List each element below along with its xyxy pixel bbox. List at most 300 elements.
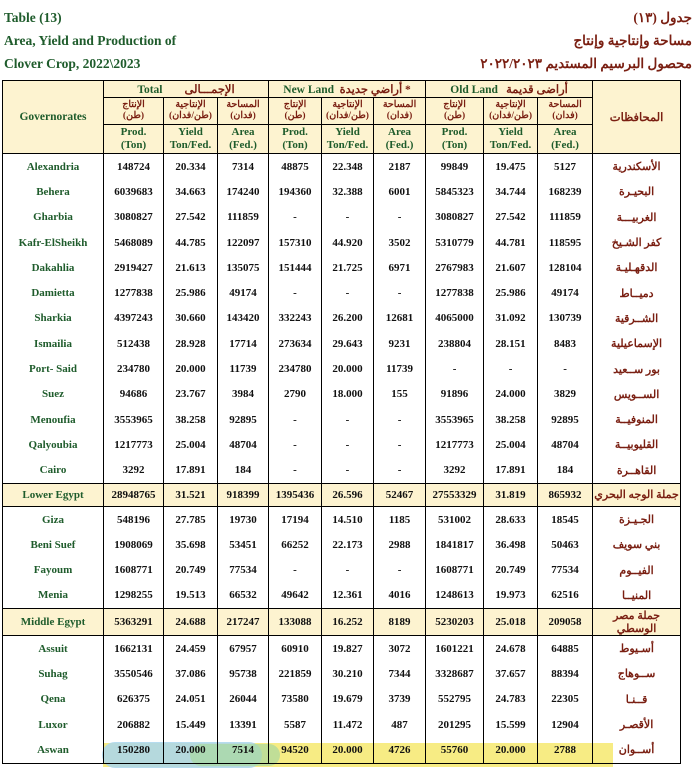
table-row <box>3 407 681 432</box>
value-cell: 3984 <box>218 382 269 407</box>
sub-header-ar-label: الإنتاجية <box>495 100 526 110</box>
value-cell: 22305 <box>538 687 593 712</box>
sub-header-en <box>484 125 538 154</box>
value-cell: 18.000 <box>322 382 374 407</box>
value-cell: 1298255 <box>104 583 164 609</box>
value-cell: 3550546 <box>104 661 164 686</box>
governorate-en: Assuit <box>3 636 104 662</box>
value-cell: 22.173 <box>322 532 374 557</box>
value-cell: 5363291 <box>104 609 164 636</box>
value-cell: 44.785 <box>164 230 218 255</box>
value-cell: 92895 <box>218 407 269 432</box>
table-row <box>3 331 681 356</box>
ar-title-line-2: مساحة وإنتاجية وإنتاج <box>573 33 692 48</box>
value-cell: 64885 <box>538 636 593 662</box>
value-cell: 49642 <box>269 583 322 609</box>
governorate-ar: جملة الوجه البحري <box>593 483 681 506</box>
governorate-ar: الغربيـــة <box>593 205 681 230</box>
value-cell: 26.596 <box>322 483 374 506</box>
table-row <box>3 506 681 532</box>
value-cell: 25.004 <box>164 432 218 457</box>
value-cell: 1217773 <box>426 432 484 457</box>
value-cell: 135075 <box>218 255 269 280</box>
governorate-ar: القليوبيــة <box>593 432 681 457</box>
title-line-3: Clover Crop, 2022\2023 <box>4 56 141 71</box>
value-cell: - <box>269 407 322 432</box>
title-line-2: Area, Yield and Production of <box>4 33 177 48</box>
value-cell: 20.000 <box>484 737 538 763</box>
value-cell: 31.819 <box>484 483 538 506</box>
sub-header-ar-label: الإنتاجية <box>175 100 206 110</box>
sub-header-ar-unit: (طن/فدان) <box>326 111 369 121</box>
gov-ar-header: المحافظات <box>593 81 681 154</box>
governorate-en: Kafr-ElSheikh <box>3 230 104 255</box>
gov-en-header: Governorates <box>3 81 104 154</box>
governorate-ar: أســوان <box>593 737 681 763</box>
sub-header-en-unit: (Ton) <box>282 139 308 151</box>
governorate-en: Ismailia <box>3 331 104 356</box>
value-cell: 168239 <box>538 179 593 204</box>
value-cell: 15.449 <box>164 712 218 737</box>
sub-header-ar-unit: (طن/فدان) <box>169 111 212 121</box>
sub-header-ar-unit: (فدان) <box>230 111 256 121</box>
sub-header-en-label: Yield <box>335 126 360 138</box>
sub-header-en-label: Area <box>231 126 255 138</box>
table-row <box>3 636 681 662</box>
value-cell: 94520 <box>269 737 322 763</box>
value-cell: 1608771 <box>104 557 164 582</box>
sub-header-ar <box>322 98 374 125</box>
value-cell: 27.542 <box>484 205 538 230</box>
sub-header-en-unit: (Fed.) <box>229 139 257 151</box>
value-cell: 128104 <box>538 255 593 280</box>
value-cell: 21.725 <box>322 255 374 280</box>
sub-header-en <box>164 125 218 154</box>
value-cell: 150280 <box>104 737 164 763</box>
governorate-en: Menia <box>3 583 104 609</box>
title-line-1: Table (13) <box>4 10 62 25</box>
governorate-en: Luxor <box>3 712 104 737</box>
table-row <box>3 557 681 582</box>
value-cell: 20.000 <box>322 737 374 763</box>
value-cell: 31.092 <box>484 306 538 331</box>
value-cell: 512438 <box>104 331 164 356</box>
english-title <box>4 6 176 75</box>
value-cell: 13391 <box>218 712 269 737</box>
value-cell: 49174 <box>538 280 593 305</box>
sub-header-ar-label: الإنتاج <box>443 100 466 110</box>
value-cell: 2919427 <box>104 255 164 280</box>
sub-header-ar-unit: (طن) <box>284 111 306 121</box>
value-cell: 27.785 <box>164 506 218 532</box>
value-cell: 16.252 <box>322 609 374 636</box>
table-row <box>3 154 681 180</box>
value-cell: 626375 <box>104 687 164 712</box>
table-row <box>3 255 681 280</box>
value-cell: 1217773 <box>104 432 164 457</box>
governorate-ar: المنوفيــة <box>593 407 681 432</box>
table-row <box>3 737 681 763</box>
governorate-ar: الدقهـليـة <box>593 255 681 280</box>
value-cell: - <box>538 356 593 381</box>
value-cell: 77534 <box>218 557 269 582</box>
value-cell: 3328687 <box>426 661 484 686</box>
value-cell: 3502 <box>374 230 426 255</box>
value-cell: 24.051 <box>164 687 218 712</box>
value-cell: 5845323 <box>426 179 484 204</box>
sub-header-ar-label: الإنتاج <box>283 100 307 110</box>
value-cell: 206882 <box>104 712 164 737</box>
value-cell: 17194 <box>269 506 322 532</box>
value-cell: 52467 <box>374 483 426 506</box>
value-cell: - <box>269 205 322 230</box>
value-cell: 201295 <box>426 712 484 737</box>
value-cell: 238804 <box>426 331 484 356</box>
value-cell: 24.688 <box>164 609 218 636</box>
governorate-ar: جملة مصر الوسطي <box>593 609 681 636</box>
arabic-title <box>480 6 692 75</box>
value-cell: 91896 <box>426 382 484 407</box>
value-cell: - <box>374 557 426 582</box>
value-cell: - <box>374 407 426 432</box>
value-cell: 7344 <box>374 661 426 686</box>
sub-header-en <box>538 125 593 154</box>
value-cell: 20.334 <box>164 154 218 180</box>
value-cell: 1601221 <box>426 636 484 662</box>
group-total-header: Total الإجمـــالى <box>104 81 269 98</box>
table-row <box>3 230 681 255</box>
value-cell: 37.086 <box>164 661 218 686</box>
value-cell: 28.151 <box>484 331 538 356</box>
value-cell: 4016 <box>374 583 426 609</box>
value-cell: 194360 <box>269 179 322 204</box>
value-cell: 17.891 <box>164 458 218 484</box>
governorate-en: Qena <box>3 687 104 712</box>
governorate-ar: الشــرقية <box>593 306 681 331</box>
value-cell: 12904 <box>538 712 593 737</box>
value-cell: 25.986 <box>484 280 538 305</box>
governorate-ar: الســويس <box>593 382 681 407</box>
governorate-ar: دميــاط <box>593 280 681 305</box>
value-cell: 30.660 <box>164 306 218 331</box>
value-cell: 1277838 <box>426 280 484 305</box>
sub-header-ar-label: المساحة <box>382 100 417 110</box>
group-oldland-header: Old Land أراضى قديمة <box>426 81 593 98</box>
value-cell: 28.928 <box>164 331 218 356</box>
value-cell: 29.643 <box>322 331 374 356</box>
governorate-en: Aswan <box>3 737 104 763</box>
value-cell: 8189 <box>374 609 426 636</box>
sub-header-en-unit: Ton/Fed. <box>326 139 369 151</box>
value-cell: 19730 <box>218 506 269 532</box>
sub-header-en-label: Yield <box>178 126 203 138</box>
value-cell: 209058 <box>538 609 593 636</box>
value-cell: 122097 <box>218 230 269 255</box>
value-cell: 50463 <box>538 532 593 557</box>
value-cell: 4397243 <box>104 306 164 331</box>
governorate-en: Beni Suef <box>3 532 104 557</box>
value-cell: 20.000 <box>164 737 218 763</box>
group-newland-header: New Land أراضي جديدة * <box>269 81 426 98</box>
value-cell: 20.749 <box>164 557 218 582</box>
value-cell: 24.459 <box>164 636 218 662</box>
value-cell: 118595 <box>538 230 593 255</box>
value-cell: 148724 <box>104 154 164 180</box>
sub-header-ar-label: المساحة <box>548 100 582 110</box>
table-row <box>3 687 681 712</box>
sub-header-en-label: Yield <box>498 126 523 138</box>
governorate-en: Behera <box>3 179 104 204</box>
governorate-ar: كفر الشـيخ <box>593 230 681 255</box>
value-cell: 1395436 <box>269 483 322 506</box>
value-cell: 3072 <box>374 636 426 662</box>
governorate-en: Dakahlia <box>3 255 104 280</box>
value-cell: - <box>322 280 374 305</box>
value-cell: - <box>269 557 322 582</box>
value-cell: 26.200 <box>322 306 374 331</box>
value-cell: 5310779 <box>426 230 484 255</box>
sub-header-ar <box>269 98 322 125</box>
value-cell: 17.891 <box>484 458 538 484</box>
value-cell: 12.361 <box>322 583 374 609</box>
value-cell: 1185 <box>374 506 426 532</box>
value-cell: 21.613 <box>164 255 218 280</box>
table-row <box>3 205 681 230</box>
sub-header-ar <box>164 98 218 125</box>
table-row <box>3 280 681 305</box>
value-cell: 217247 <box>218 609 269 636</box>
value-cell: 3553965 <box>426 407 484 432</box>
table-row <box>3 583 681 609</box>
governorate-en: Middle Egypt <box>3 609 104 636</box>
governorate-en: Damietta <box>3 280 104 305</box>
sub-header-en <box>218 125 269 154</box>
value-cell: 92895 <box>538 407 593 432</box>
sub-header-ar-label: الإنتاج <box>122 100 145 110</box>
value-cell: 2790 <box>269 382 322 407</box>
sub-header-ar <box>104 98 164 125</box>
value-cell: - <box>269 432 322 457</box>
governorate-en: Lower Egypt <box>3 483 104 506</box>
value-cell: 36.498 <box>484 532 538 557</box>
value-cell: 151444 <box>269 255 322 280</box>
subtotal-row <box>3 483 681 506</box>
value-cell: 918399 <box>218 483 269 506</box>
value-cell: - <box>426 356 484 381</box>
value-cell: 184 <box>538 458 593 484</box>
sub-header-en <box>269 125 322 154</box>
value-cell: 14.510 <box>322 506 374 532</box>
value-cell: 1608771 <box>426 557 484 582</box>
value-cell: 38.258 <box>484 407 538 432</box>
value-cell: 32.388 <box>322 179 374 204</box>
governorate-ar: الإسماعيلية <box>593 331 681 356</box>
value-cell: 67957 <box>218 636 269 662</box>
sub-header-en-label: Area <box>553 126 577 138</box>
value-cell: 30.210 <box>322 661 374 686</box>
value-cell: 25.986 <box>164 280 218 305</box>
table-row <box>3 458 681 484</box>
sub-header-en-unit: (Fed.) <box>551 139 579 151</box>
value-cell: 20.000 <box>164 356 218 381</box>
value-cell: 38.258 <box>164 407 218 432</box>
value-cell: 2767983 <box>426 255 484 280</box>
value-cell: 20.000 <box>322 356 374 381</box>
value-cell: 66252 <box>269 532 322 557</box>
value-cell: - <box>322 458 374 484</box>
value-cell: 174240 <box>218 179 269 204</box>
sub-header-en <box>322 125 374 154</box>
value-cell: 4726 <box>374 737 426 763</box>
table-row <box>3 306 681 331</box>
value-cell: 8483 <box>538 331 593 356</box>
value-cell: 531002 <box>426 506 484 532</box>
value-cell: 55760 <box>426 737 484 763</box>
value-cell: 24.678 <box>484 636 538 662</box>
value-cell: 5587 <box>269 712 322 737</box>
value-cell: 19.827 <box>322 636 374 662</box>
value-cell: 17714 <box>218 331 269 356</box>
value-cell: 6039683 <box>104 179 164 204</box>
value-cell: 3292 <box>426 458 484 484</box>
value-cell: 184 <box>218 458 269 484</box>
value-cell: 23.767 <box>164 382 218 407</box>
value-cell: 143420 <box>218 306 269 331</box>
governorate-ar: الأقصـر <box>593 712 681 737</box>
value-cell: 35.698 <box>164 532 218 557</box>
governorate-en: Fayoum <box>3 557 104 582</box>
sub-header-en <box>426 125 484 154</box>
sub-header-en-label: Area <box>388 126 412 138</box>
value-cell: 3080827 <box>426 205 484 230</box>
value-cell: 7314 <box>218 154 269 180</box>
value-cell: 24.783 <box>484 687 538 712</box>
governorate-en: Qalyoubia <box>3 432 104 457</box>
value-cell: 21.607 <box>484 255 538 280</box>
value-cell: 2788 <box>538 737 593 763</box>
value-cell: 48704 <box>538 432 593 457</box>
table-row <box>3 382 681 407</box>
value-cell: - <box>269 458 322 484</box>
value-cell: 3829 <box>538 382 593 407</box>
value-cell: 7514 <box>218 737 269 763</box>
value-cell: 44.920 <box>322 230 374 255</box>
value-cell: 25.004 <box>484 432 538 457</box>
sub-header-ar-unit: (طن) <box>122 111 145 121</box>
table-row <box>3 712 681 737</box>
value-cell: 22.348 <box>322 154 374 180</box>
value-cell: 5468089 <box>104 230 164 255</box>
governorate-ar: بني سويف <box>593 532 681 557</box>
value-cell: 1248613 <box>426 583 484 609</box>
value-cell: 3080827 <box>104 205 164 230</box>
value-cell: 19.973 <box>484 583 538 609</box>
sub-header-ar-label: المساحة <box>226 100 260 110</box>
value-cell: 15.599 <box>484 712 538 737</box>
sub-header-en-unit: Ton/Fed. <box>169 139 212 151</box>
sub-header-ar-label: الإنتاجية <box>332 100 363 110</box>
value-cell: 48704 <box>218 432 269 457</box>
sub-header-ar-unit: (طن) <box>443 111 466 121</box>
value-cell: 77534 <box>538 557 593 582</box>
sub-header-ar <box>374 98 426 125</box>
value-cell: 3739 <box>374 687 426 712</box>
table-row <box>3 356 681 381</box>
ar-title-line-3: محصول البرسيم المستديم ٢٠٢٢/٢٠٢٣ <box>480 56 692 71</box>
value-cell: 548196 <box>104 506 164 532</box>
value-cell: 28948765 <box>104 483 164 506</box>
clover-table <box>2 80 681 764</box>
value-cell: 18545 <box>538 506 593 532</box>
value-cell: 1841817 <box>426 532 484 557</box>
value-cell: 31.521 <box>164 483 218 506</box>
sub-header-ar <box>218 98 269 125</box>
sub-header-ar <box>484 98 538 125</box>
value-cell: 95738 <box>218 661 269 686</box>
value-cell: 73580 <box>269 687 322 712</box>
governorate-ar: قــنـا <box>593 687 681 712</box>
governorate-ar: بور ســعيد <box>593 356 681 381</box>
value-cell: 19.475 <box>484 154 538 180</box>
governorate-en: Alexandria <box>3 154 104 180</box>
value-cell: - <box>322 407 374 432</box>
value-cell: 49174 <box>218 280 269 305</box>
value-cell: 11739 <box>218 356 269 381</box>
sub-header-en-label: Prod. <box>120 126 147 138</box>
governorate-en: Cairo <box>3 458 104 484</box>
governorate-ar: القاهــرة <box>593 458 681 484</box>
governorate-ar: المنيــا <box>593 583 681 609</box>
table-row <box>3 432 681 457</box>
value-cell: 27553329 <box>426 483 484 506</box>
governorate-en: Giza <box>3 506 104 532</box>
value-cell: 48875 <box>269 154 322 180</box>
governorate-ar: الفيــوم <box>593 557 681 582</box>
sub-header-en-unit: (Ton) <box>120 139 147 151</box>
value-cell: 5127 <box>538 154 593 180</box>
value-cell: 60910 <box>269 636 322 662</box>
table-row <box>3 179 681 204</box>
governorate-ar: الأسكندرية <box>593 154 681 180</box>
value-cell: 221859 <box>269 661 322 686</box>
value-cell: 1277838 <box>104 280 164 305</box>
value-cell: 24.000 <box>484 382 538 407</box>
value-cell: 1662131 <box>104 636 164 662</box>
ar-title-line-1: جدول (١٣) <box>633 10 692 25</box>
value-cell: 12681 <box>374 306 426 331</box>
sub-header-en <box>374 125 426 154</box>
governorate-en: Sharkia <box>3 306 104 331</box>
sub-header-en-unit: Ton/Fed. <box>489 139 532 151</box>
value-cell: 66532 <box>218 583 269 609</box>
value-cell: 1908069 <box>104 532 164 557</box>
value-cell: 19.513 <box>164 583 218 609</box>
value-cell: 20.749 <box>484 557 538 582</box>
value-cell: 62516 <box>538 583 593 609</box>
value-cell: - <box>322 432 374 457</box>
value-cell: 487 <box>374 712 426 737</box>
value-cell: 53451 <box>218 532 269 557</box>
value-cell: 157310 <box>269 230 322 255</box>
value-cell: - <box>322 205 374 230</box>
value-cell: - <box>374 205 426 230</box>
value-cell: 88394 <box>538 661 593 686</box>
governorate-ar: البحيـرة <box>593 179 681 204</box>
governorate-en: Gharbia <box>3 205 104 230</box>
value-cell: 28.633 <box>484 506 538 532</box>
value-cell: 34.663 <box>164 179 218 204</box>
value-cell: 19.679 <box>322 687 374 712</box>
